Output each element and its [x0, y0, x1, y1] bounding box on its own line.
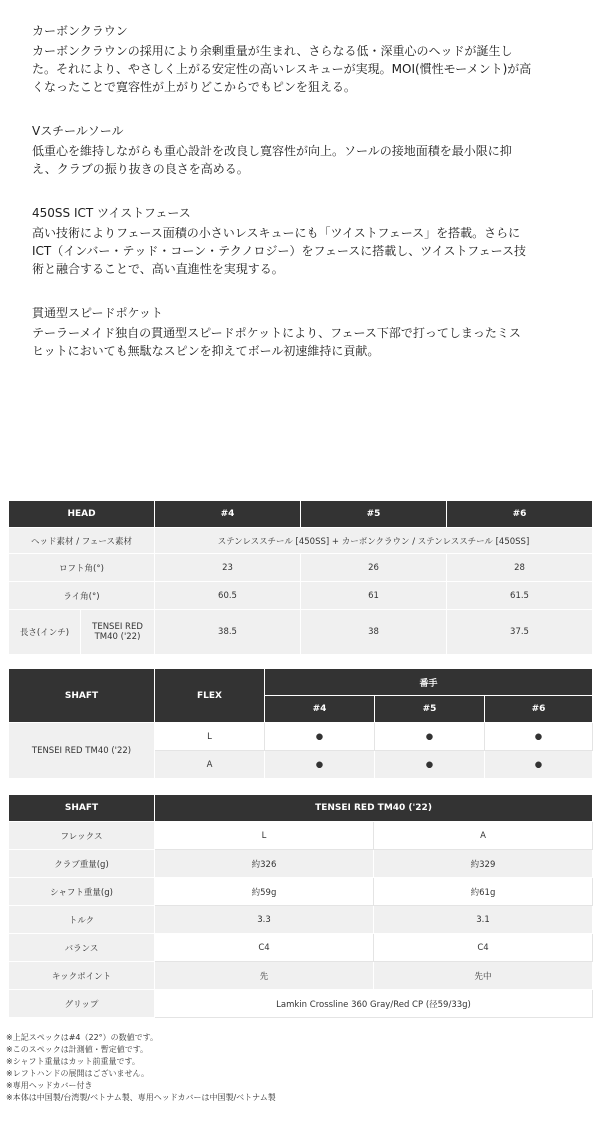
spec-label-torque: トルク	[9, 906, 155, 934]
feature-title: 450SS ICT ツイストフェース	[32, 206, 191, 220]
note-line: ※上記スペックは#4（22°）の数値です。	[6, 1033, 159, 1042]
mark-a-5: ●	[375, 751, 485, 779]
spec-kickpoint-l: 先	[155, 962, 374, 990]
loft-6: 28	[447, 554, 593, 582]
shaft-name: TENSEI RED TM40 ('22)	[9, 723, 155, 779]
flex-a: A	[155, 751, 265, 779]
loft-label: ロフト角(°)	[9, 554, 155, 582]
feature-list	[32, 22, 577, 386]
loft-4: 23	[155, 554, 301, 582]
note-line: ※このスペックは計測値・暫定値です。	[6, 1045, 149, 1054]
shaft-spec-table	[8, 794, 593, 1018]
spec-club-weight-l: 約326	[155, 850, 374, 878]
length-shaft: TENSEI RED TM40 ('22)	[81, 610, 155, 655]
note-line: ※シャフト重量はカット前重量です。	[6, 1057, 140, 1066]
spec-club-weight-a: 約329	[374, 850, 593, 878]
spec-balance-a: C4	[374, 934, 593, 962]
lie-5: 61	[301, 582, 447, 610]
flex-l: L	[155, 723, 265, 751]
lie-4: 60.5	[155, 582, 301, 610]
spec-label-kickpoint: キックポイント	[9, 962, 155, 990]
spec-label-grip: グリップ	[9, 990, 155, 1018]
head-col-6: #6	[447, 501, 593, 528]
feature-description: 低重心を維持しながらも重心設計を改良し寛容性が向上。ソールの接地面積を最小限に抑 え、クラブの振り抜きの良さを高める。	[32, 144, 512, 176]
note-line: ※本体は中国製/台湾製/ベトナム製、専用ヘッドカバーは中国製/ベトナム製	[6, 1093, 276, 1102]
loft-5: 26	[301, 554, 447, 582]
spec-label-shaft-weight: シャフト重量(g)	[9, 878, 155, 906]
head-spec-table	[8, 500, 593, 655]
feature-title: Vスチールソール	[32, 124, 124, 138]
mark-l-4: ●	[265, 723, 375, 751]
shaft-flex-table	[8, 668, 593, 779]
spec-label-flex: フレックス	[9, 822, 155, 850]
spec-grip-value: Lamkin Crossline 360 Gray/Red CP (径59/33g)	[155, 990, 593, 1018]
feature-v-steel-sole	[32, 122, 577, 178]
spec-torque-a: 3.1	[374, 906, 593, 934]
number-header: 番手	[265, 669, 593, 696]
length-6: 37.5	[447, 610, 593, 655]
spec-torque-l: 3.3	[155, 906, 374, 934]
notes	[6, 1032, 276, 1104]
spec-kickpoint-a: 先中	[374, 962, 593, 990]
spec-shaft-header: SHAFT	[9, 795, 155, 822]
spec-label-balance: バランス	[9, 934, 155, 962]
length-4: 38.5	[155, 610, 301, 655]
mark-l-5: ●	[375, 723, 485, 751]
feature-speed-pocket	[32, 304, 577, 360]
shaft-header: SHAFT	[9, 669, 155, 723]
spec-flex-a: A	[374, 822, 593, 850]
lie-6: 61.5	[447, 582, 593, 610]
flex-header: FLEX	[155, 669, 265, 723]
head-header: HEAD	[9, 501, 155, 528]
mark-a-4: ●	[265, 751, 375, 779]
mark-l-6: ●	[485, 723, 593, 751]
spec-shaft-weight-a: 約61g	[374, 878, 593, 906]
head-col-5: #5	[301, 501, 447, 528]
number-6: #6	[485, 696, 593, 723]
note-line: ※専用ヘッドカバー付き	[6, 1081, 93, 1090]
note-line: ※レフトハンドの展開はございません。	[6, 1069, 150, 1078]
material-label: ヘッド素材 / フェース素材	[9, 528, 155, 554]
mark-a-6: ●	[485, 751, 593, 779]
feature-title: 貫通型スピードポケット	[32, 306, 163, 320]
spec-shaft-weight-l: 約59g	[155, 878, 374, 906]
length-5: 38	[301, 610, 447, 655]
lie-label: ライ角(°)	[9, 582, 155, 610]
spec-balance-l: C4	[155, 934, 374, 962]
length-label: 長さ(インチ)	[9, 610, 81, 655]
material-value: ステンレススチール [450SS] + カーボンクラウン / ステンレススチール [450SS]	[155, 528, 593, 554]
spec-flex-l: L	[155, 822, 374, 850]
head-col-4: #4	[155, 501, 301, 528]
feature-description: 高い技術によりフェース面積の小さいレスキューにも「ツイストフェース」を搭載。さらに ICT（インバー・テッド・コーン・テクノロジー）をフェースに搭載し、ツイストフェース技 術と融合することで、高い直進性を実現する。	[32, 226, 526, 276]
feature-twist-face	[32, 204, 577, 278]
feature-carbon-crown	[32, 22, 577, 96]
feature-description: カーボンクラウンの採用により余剰重量が生まれ、さらなる低・深重心のヘッドが誕生し た。それにより、やさしく上がる安定性の高いレスキューが実現。MOI(慣性モーメント)が高 くなったことで寛容性が上がりどこからでもピンを狙える。	[32, 44, 532, 94]
feature-description: テーラーメイド独自の貫通型スピードポケットにより、フェース下部で打ってしまったミス ヒットにおいても無駄なスピンを抑えてボール初速維持に貢献。	[32, 326, 521, 358]
number-4: #4	[265, 696, 375, 723]
feature-title: カーボンクラウン	[32, 24, 128, 38]
spec-shaft-name: TENSEI RED TM40 ('22)	[155, 795, 593, 822]
spec-label-club-weight: クラブ重量(g)	[9, 850, 155, 878]
number-5: #5	[375, 696, 485, 723]
